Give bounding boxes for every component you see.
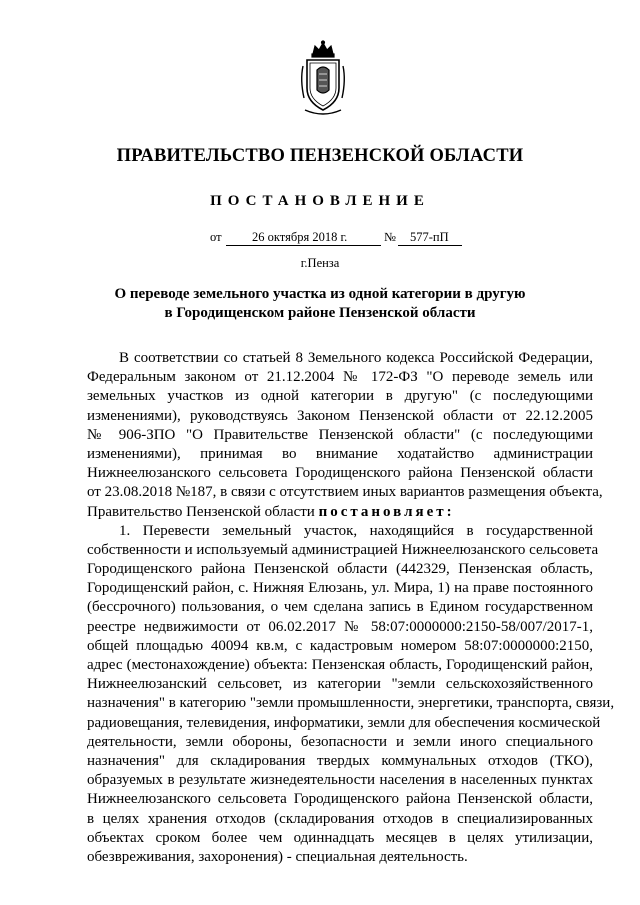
body-line: собственности и используемый администрацией Нижнеелюзанского сельсовета: [87, 541, 599, 558]
body-line: назначения" в категорию "земли промышленности, энергетики, транспорта, связи,: [87, 695, 615, 712]
body-line: в целях хранения отходов (складирования отходов в специализированных: [87, 810, 593, 827]
body-line: Городищенского района Пензенской области (442329, Пензенская область,: [87, 561, 593, 578]
body-line: (бессрочного) пользования, о чем сделана запись в Едином государственном: [87, 599, 593, 616]
body-line: В соответствии со статьей 8 Земельного кодекса Российской Федерации,: [119, 350, 593, 366]
body-line: № 906-ЗПО "О Правительстве Пензенской области" (с последующими: [87, 426, 593, 443]
body-line: обезвреживания, захоронения) - специальная деятельность.: [87, 848, 468, 865]
body-line: деятельности, земли обороны, безопасности и земли иного специального: [87, 733, 593, 750]
decree-number: 577-пП: [410, 230, 449, 244]
body-line: объектах сроком более чем одиннадцать месяцев в целях утилизации,: [87, 829, 593, 846]
decree-word: постановляет:: [318, 503, 455, 520]
body-line: общей площадью 40094 кв.м, с кадастровым номером 58:07:0000000:2150,: [87, 637, 593, 654]
title-line: в Городищенском районе Пензенской области: [164, 305, 476, 321]
body-line: изменениями), принимая во внимание ходатайство администрации: [87, 445, 593, 462]
body-line: от 23.08.2018 №187, в связи с отсутствием иных вариантов размещения объекта,: [87, 484, 603, 501]
document-type: ПОСТАНОВЛЕНИЕ: [210, 193, 430, 209]
organization-name: ПРАВИТЕЛЬСТВО ПЕНЗЕНСКОЙ ОБЛАСТИ: [116, 146, 524, 166]
body-line: реестре недвижимости от 06.02.2017 № 58:07:0000000:2150-58/007/2017-1,: [87, 618, 593, 635]
document-title: [0, 285, 640, 323]
coat-of-arms-emblem: [299, 40, 347, 120]
body-line: Нижнеелюзанский сельсовет, из категории "земли сельскохозяйственного: [87, 676, 593, 693]
body-line: Федеральным законом от 21.12.2004 № 172-ФЗ "О переводе земель или: [87, 369, 593, 386]
body-line: земельных участков из одной категории в другую" (с последующими: [87, 388, 593, 405]
city-name: г.Пенза: [300, 256, 340, 270]
body-line-decree: [87, 503, 593, 522]
body-line: 1. Перевести земельный участок, находящийся в государственной: [119, 522, 593, 539]
body-line: Нижнеелюзанского сельсовета Городищенского района Пензенской области,: [87, 791, 593, 808]
body-line: Городищенский район, с. Нижняя Елюзань, ул. Мира, 1) на праве постоянного: [87, 580, 593, 597]
body-line: назначения" для складирования твердых коммунальных отходов (ТКО),: [87, 752, 593, 769]
document-body: [87, 349, 615, 867]
number-underline: [398, 245, 462, 246]
decree-date: 26 октября 2018 г.: [252, 230, 348, 244]
title-line: О переводе земельного участка из одной категории в другую: [114, 286, 526, 302]
number-label: №: [384, 230, 396, 244]
body-line: радиовещания, телевидения, информатики, земли для обеспечения космической: [87, 714, 601, 731]
body-line: образуемых в результате жизнедеятельности населения в населенных пунктах: [87, 772, 593, 789]
body-line: Нижнеелюзанского сельсовета Городищенского района Пензенской области: [87, 465, 593, 482]
body-line: адрес (местонахождение) объекта: Пензенская область, Городищенский район,: [87, 657, 593, 673]
date-underline: [226, 245, 381, 246]
body-line: Правительство Пензенской области: [87, 503, 315, 520]
date-from-label: от: [210, 230, 222, 244]
body-line: изменениями), руководствуясь Законом Пензенской области от 22.12.2005: [87, 407, 593, 424]
